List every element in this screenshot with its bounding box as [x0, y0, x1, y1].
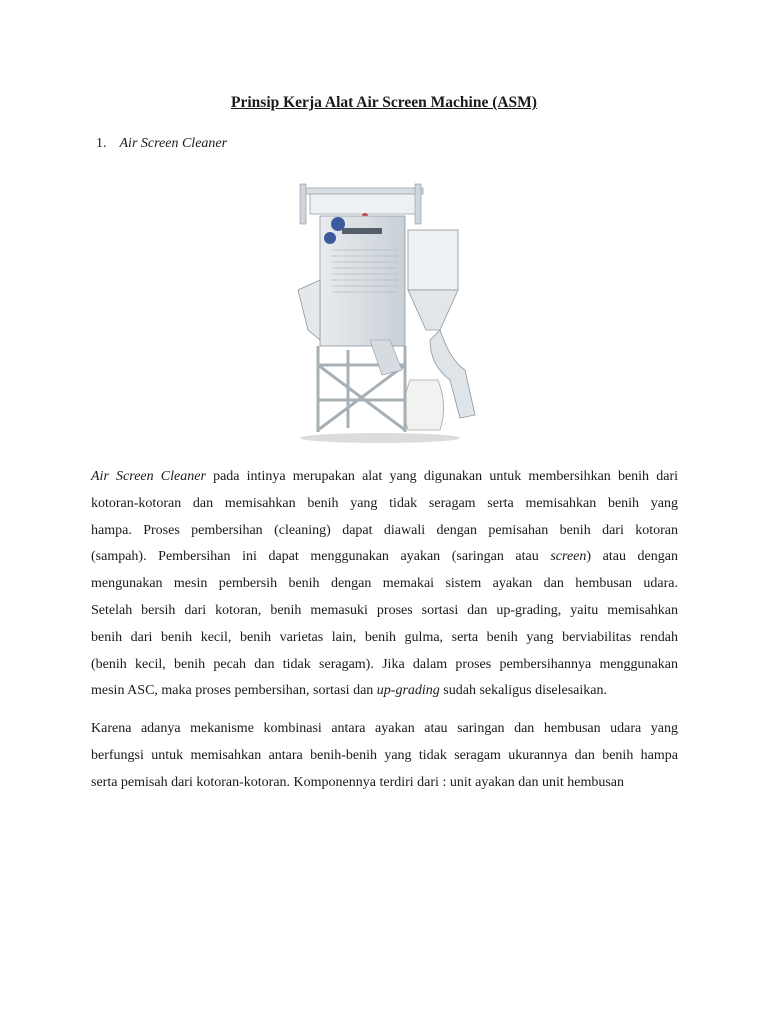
term-up-grading: up-grading — [376, 683, 440, 699]
paragraph-1-line-2: kotoran-kotoran dan memisahkan benih yang tidak seragam serta memisahkan benih yang — [91, 495, 678, 511]
paragraph-1-line-8: (benih kecil, benih pecah dan tidak seragam). Jika dalam proses pembersihannya menggunakan — [91, 656, 678, 672]
paragraph-2-line-1: Karena adanya mekanisme kombinasi antara ayakan atau saringan dan hembusan udara yang — [91, 721, 678, 736]
paragraph-1-line-6: Setelah bersih dari kotoran, benih memasuki proses sortasi dan up-grading, yaitu memisahkan — [91, 602, 678, 618]
paragraph-1-line-5: mengunakan mesin pembersih benih dengan memakai sistem ayakan dan hembusan udara. — [91, 576, 678, 592]
term-air-screen-cleaner: Air Screen Cleaner — [91, 469, 206, 484]
paragraph-2 — [91, 716, 678, 796]
paragraph-1-line-4-a: (sampah). Pembersihan ini dapat menggunakan ayakan (saringan atau — [91, 549, 551, 565]
paragraph-1 — [91, 464, 678, 705]
list-label: Air Screen Cleaner — [119, 136, 228, 151]
paragraph-1-line-1-text: pada intinya merupakan alat yang digunakan untuk membersihkan benih dari — [205, 469, 678, 484]
paragraph-1-line-4 — [91, 544, 678, 571]
list-item-1 — [96, 136, 227, 152]
paragraph-1-line-9-b: sudah sekaligus diselesaikan. — [439, 683, 607, 699]
paragraph-1-line-9-a: mesin ASC, maka proses pembersihan, sortasi dan — [91, 683, 377, 699]
paragraph-2-line-3: serta pemisah dari kotoran-kotoran. Komponennya terdiri dari : unit ayakan dan unit hembusan — [91, 774, 625, 790]
term-screen: screen — [550, 549, 587, 565]
paragraph-1-line-3: hampa. Proses pembersihan (cleaning) dapat diawali dengan pemisahan benih dari kotoran — [91, 522, 678, 538]
list-number: 1. — [96, 136, 107, 151]
document-title: Prinsip Kerja Alat Air Screen Machine (ASM) — [231, 94, 537, 111]
paragraph-1-line-1 — [91, 464, 678, 491]
paragraph-1-line-9 — [91, 678, 678, 705]
air-screen-cleaner-machine-image — [290, 180, 485, 445]
paragraph-1-line-4-b: ) atau dengan — [586, 549, 678, 565]
paragraph-2-line-2: berfungsi untuk memisahkan antara benih-benih yang tidak seragam ukurannya dan benih hampa — [91, 747, 678, 763]
paragraph-1-line-7: benih dari benih kecil, benih varietas lain, benih gulma, serta benih yang berviabilitas rendah — [91, 629, 678, 645]
